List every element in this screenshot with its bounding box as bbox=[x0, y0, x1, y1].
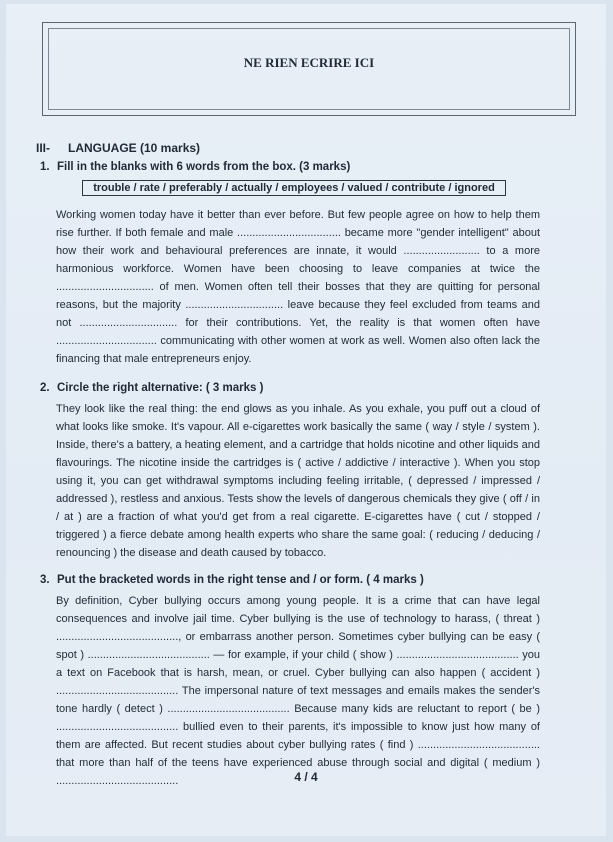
question-2-instruction: Circle the right alternative: ( 3 marks ) bbox=[57, 382, 264, 394]
question-3-number: 3. bbox=[40, 574, 50, 586]
question-3-heading bbox=[40, 574, 424, 586]
question-3-instruction: Put the bracketed words in the right tense and / or form. ( 4 marks ) bbox=[57, 574, 424, 586]
question-1-number: 1. bbox=[40, 161, 50, 173]
question-2-heading bbox=[40, 382, 263, 394]
question-3-text bbox=[56, 592, 540, 790]
section-number: III- bbox=[36, 141, 50, 155]
question-1-paragraph: Working women today have it better than ever before. But few people agree on how to help them rise further. If both female and male .................................. became more "gender intelligent" about how their work and behavioural preferences are innate, it would ......................... to a more harmonious workforce. Women have been choosing to leave companies at twice the ................................ of men. Women often tell their bosses that they are quitting for personal reasons, but the majority ................................ leave because they feel excluded from teams and not ................................ for their contributions. Yet, the reality is that women often have ................................. communicating with other women at work as well. Women also often lack the financing that male entrepreneurs enjoy. bbox=[56, 209, 540, 365]
section-heading bbox=[36, 141, 200, 155]
question-1-text bbox=[56, 206, 540, 368]
section-title: LANGUAGE (10 marks) bbox=[68, 141, 201, 155]
question-2-paragraph: They look like the real thing: the end glows as you inhale. As you exhale, you puff out a cloud of what looks like smoke. It's vapour. All e-cigarettes work basically the same ( way / style / system ). Inside, there's a battery, a heating element, and a cartridge that holds nicotine and other liquids and flavourings. The nicotine inside the cartridges is ( active / addictive / interactive ). When you stop using it, you can get withdrawal symptoms including feeling irritable, ( depressed / impressed / addressed ), restless and anxious. Tests show the levels of dangerous chemicals they give ( off / in / at ) are a fraction of what you'd get from a real cigarette. E-cigarettes have ( cut / stopped / triggered ) a fierce debate among health experts who share the same goal: ( reducing / deducing / renouncing ) the disease and death caused by tobacco. bbox=[56, 403, 540, 559]
question-3-paragraph: By definition, Cyber bullying occurs among young people. It is a crime that can have legal consequences and involve jail time. Cyber bullying is the use of technology to harass, ( threat ) ........................................, or embarrass another person. Sometimes cyber bullying can be easy ( spot ) ........................................ — for example, if your child ( show ) ........................................ you a text on Facebook that is harsh, mean, or cruel. Cyber bullying can also happen ( accident ) ........................................ The impersonal nature of text messages and emails makes the sender's tone hardly ( detect ) ........................................ Because many kids are reluctant to report ( be ) ........................................ bullied even to their parents, it's impossible to know just how many of them are affected. But recent studies about cyber bullying rates ( find ) ........................................ that more than half of the teens have experienced abuse through social and digital ( medium ) ........................................ bbox=[56, 595, 540, 787]
page-number: 4 / 4 bbox=[294, 770, 318, 784]
do-not-write-label: NE RIEN ECRIRE ICI bbox=[243, 55, 375, 70]
question-2-text bbox=[56, 400, 540, 562]
question-1-instruction: Fill in the blanks with 6 words from the box. (3 marks) bbox=[57, 161, 351, 173]
do-not-write-box bbox=[42, 22, 576, 116]
exam-page bbox=[6, 4, 606, 836]
word-box: trouble / rate / preferably / actually / employees / valued / contribute / ignored bbox=[82, 180, 506, 196]
question-2-number: 2. bbox=[40, 382, 50, 394]
question-1-heading bbox=[40, 161, 350, 173]
